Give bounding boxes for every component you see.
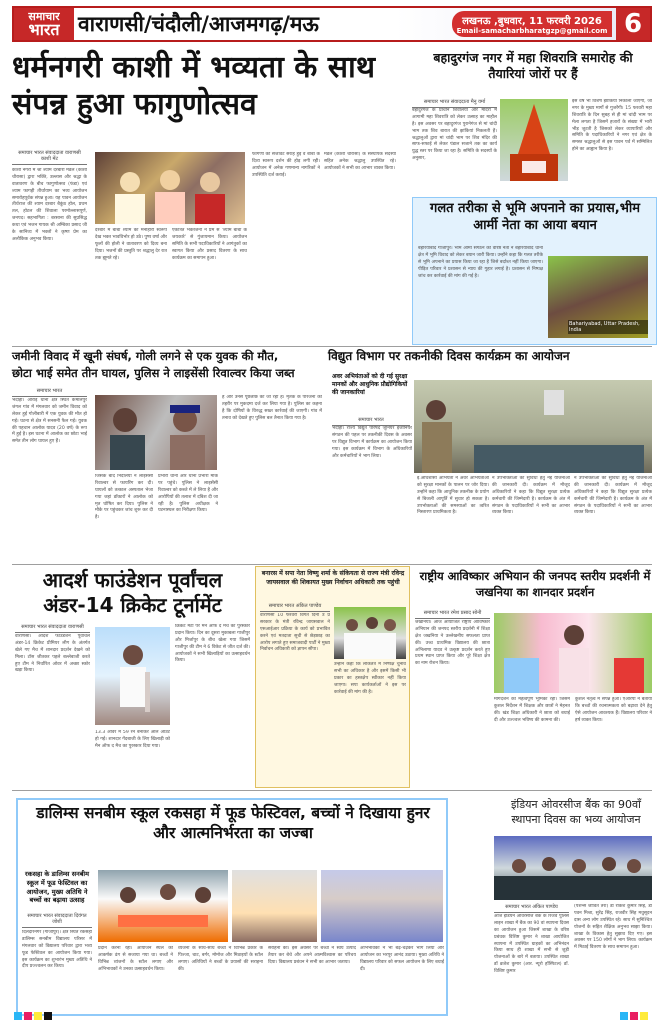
headline-bahadurganj: बहादुरगंज नगर में महा शिवरात्रि समारोह की तैयारियां जोरों पर हैं xyxy=(433,50,633,82)
cricket-body-col3: क्रिकेट मेंटो पर मैन ऑफ द मैच का पुरस्कार प्रदान किया। दिन का दूसरा मुकाबला गाजीपुर और मिर्जापुर के बीच खेला गया जिसमें गाजीपुर की टीम ने 6 विकेट से जीत दर्ज की। आयोजकों ने सभी खिलाड़ियों का उत्साहवर्धन किया। xyxy=(175,624,250,664)
kashi-body-col3: एकत्रित भक्तजनों ने प्रेम से 'श्याम बाबा के जयकारे' से गुंजायमान किया। आयोजन समिति के सभी पदाधिकारियों ने आगंतुकों का स्वागत किया और प्रसाद वितरण के साथ कार्यक्रम का समापन हुआ। xyxy=(172,228,247,261)
bahadurganj-body-col2: इस वर्ष भी विशेष झांकियां निकाली जाएंगी, जो नगर के मुख्य मार्गों से गुजरेंगी। 15 फरवरी महा शिवरात्रि के दिन सुबह से ही मां चांदी भाम पर मेला लगता है जिसमें हजारों के संख्या में भारी भीड़ जुटती है जिसको लेकर व्यापारियों और समिति के पदाधिकारियों ने नगर एवं क्षेत्र के समस्त श्रद्धालुओं से इस पावन पर्व में सम्मिलित होने का आह्वान किया है। xyxy=(572,99,652,153)
vidyut-body-col1: भदोही। राज्य विद्युत परिषद जूनियर इंजीनियर संगठन की पहल पर तकनीकी दिवस के अवसर पर विद्युत विभाग में कार्यक्रम का आयोजन किया गया। इस कार्यक्रम में विभाग के अधिकारियों और कर्मचारियों ने भाग लिया। xyxy=(332,426,412,459)
banaras-photo xyxy=(334,607,406,659)
kashi-body-col1: काशी नगरी में श्री श्याम दरबारी मंडल (काशी चौरासा) द्वारा भक्ति, उल्लास और श्रद्धा के वातावरण के बीच फागुणोत्सव (फंडा) एवं श्याम फागही तीर्थायाम का भव्य आयोजन समारोहपूर्वक संपन्न हुआ। यह पावन आयोजन तीर्थराज की श्याम दरबार बैकुंठ होल, प्रथम तल, होटल की शिवाला परमोल्लासपूर्ण, जनपद। सहभागिता : बरसाना की सुप्रसिद्ध कथा एवं भजन गायक श्री अम्बिका प्रसाद जी के सानिध्य में भक्तों ने कृष्ण प्रेम का अलौकिक अनुभव किया। xyxy=(12,168,87,242)
bank-event-image xyxy=(494,836,652,900)
headline-avishkar: राष्ट्रीय आविष्कार अभियान की जनपद स्तरीय प्रदर्शनी में जखनिया का शानदार प्रदर्शन xyxy=(419,569,651,599)
land-body-col3: प्रभारी थाना और थाना प्रभारी मौके पर पहुंचे। पुलिस ने लाइसेंसी रिवाल्वर को कब्जे में ले लिया है और आरोपियों की तलाश में दबिश दी जा रही है। पुलिस अधीक्षक ने घटनास्थल का निरीक्षण किया। xyxy=(158,474,218,514)
student-image xyxy=(494,613,652,693)
headline-land-dispute-2: छोटा भाई समेत तीन घायल, पुलिस ने लाइसेंसी रिवाल्वर किया जब्त xyxy=(12,366,295,380)
cricket-body-col2: 13.3 ओवर में 59 रन बनाकर आल आउट हो गई। शानदार गेंदबाजी के लिए खिलाड़ी को मैन ऑफ द मैच का पुरस्कार दिया गया। xyxy=(95,730,170,749)
logo-line1: समाचार xyxy=(28,9,60,23)
bhim-army-body: बहरियाबाद गाजीपुर। भीम आर्मी संगठन की वरिष्ठ नेता ने बहरियाबाद थाना क्षेत्र में भूमि विवाद को लेकर बयान जारी किया। उन्होंने कहा कि गलत तरीके से भूमि अपनाने का प्रयास किया जा रहा है जिसे बर्दाश्त नहीं किया जाएगा। पीड़ित परिवार ने प्रशासन से न्याय की गुहार लगाई है। प्रशासन से निष्पक्ष जांच कर कार्रवाई की मांग की गई है। xyxy=(418,246,543,279)
byline-cricket: समाचार भारत संवाददाता वाराणसी xyxy=(15,624,90,633)
color-registration-mark xyxy=(14,1012,52,1020)
festival-image xyxy=(95,152,245,224)
vidyut-subhead: अवर अभियंताओं को दी गई सुरक्षा मानकों और आधुनिक प्रौद्योगिकियों की जानकारियां xyxy=(332,373,408,396)
cricketer-image xyxy=(95,627,170,725)
newspaper-logo xyxy=(14,8,74,40)
police-photo xyxy=(95,395,217,470)
headline-bhim-army: गलत तरीका से भूमि अपनाने का प्रयास,भीम आर्मी नेता का आया बयान xyxy=(430,201,640,233)
temple-image xyxy=(500,99,568,181)
police-image xyxy=(95,395,217,470)
divider xyxy=(12,346,652,347)
bahadurganj-body-col1: बहादुरगंज के प्राचीन शिवालयों और मंदिरों में आगामी महा शिवरात्रि को लेकर उत्साह का माहौल है। इस अवसर पर बहादुरगंज पुरानेगंज से मां चांदी भाम तक शिव बारात की झांकियां निकलती हैं। श्रद्धालुओं द्वारा मां चांदी भाम पर शिव मंदिर की साफ-सफाई से लेकर पंडाल सजाने तक का कार्य युद्ध स्तर पर किया जा रहा है। समिति के सदस्यों के अनुसार, xyxy=(412,108,497,162)
temple-photo xyxy=(500,99,568,181)
edition-date: लखनऊ ,बुधवार, 11 फरवरी 2026 xyxy=(462,16,602,27)
kashi-body-col4: फागणी की सजावट सराह हुई व बाबा के दिव्य स्वरूप दर्शन की होड़ लगी रही। आयोजन में अनेक गणमान्य नागरिकों ने उपस्थिति दर्ज कराई। xyxy=(252,152,320,178)
land-body-col2: जिसके बाद निर्दलियों ने लाइसेंसी रिवाल्वर से फायरिंग कर दी। घायलों को तत्काल अस्पताल भेजा गया जहां डॉक्टरों ने आलोक को मृत घोषित कर दिया। पुलिस ने मौके पर पहुंचकर जांच शुरू कर दी है। xyxy=(95,474,153,521)
headline-iob: इंडियन ओवरसीज बैंक का 90वाँ स्थापना दिवस का भव्य आयोजन xyxy=(511,798,641,826)
contact-email: Email-samacharbharatgzp@gmail.com xyxy=(456,27,608,35)
divider xyxy=(12,564,652,565)
headline-cricket: आदर्श फाउंडेशन पूर्वांचल अंडर-14 क्रिकेट टूर्नामेंट xyxy=(42,568,223,617)
dalims-photo-3 xyxy=(321,870,443,942)
memorandum-image xyxy=(334,607,406,659)
byline-dalims: समाचार भारत संवाददाता दिवंगत जोशी xyxy=(22,913,92,928)
byline-iob: समाचार भारत अंकित पाण्डेय xyxy=(494,904,569,913)
vidyut-photo xyxy=(414,380,652,473)
color-registration-mark xyxy=(620,1012,648,1020)
dalims-body-col2: प्रदान करना रहा। आयोजन स्थल को आकर्षक ढंग से सजाया गया था। बच्चों ने विभिन्न व्यंजनों के स्टॉल लगाए और अभिभावकों ने उनका उत्साहवर्धन किया। xyxy=(98,946,173,972)
byline-banaras: समाचार भारत अंकित पाण्डेय xyxy=(260,603,330,612)
byline-bahadurganj: समाचार भारत संवाददाता मैनु वर्मा xyxy=(412,99,497,108)
banaras-body-col1: वाराणसी 10 फरवरी विगत दिनों उ प्र सरकार के मंत्री रविन्द्र जायसवाल ने एसआईआर प्रक्रिया के कार्य को प्रभावित करने एवं मतदाता सूची से छेड़छाड़ का आरोप लगाते हुए समाजवादी पार्टी ने मुख्य निर्वाचन अधिकारी को ज्ञापन सौंपा। xyxy=(260,613,330,653)
land-body-col4: है और उनसे पूछताछ की जा रही है। मृतक के परिजनों की तहरीर पर मुकदमा दर्ज कर लिया गया है। पुलिस का कहना है कि दोषियों के विरुद्ध सख्त कार्रवाई की जाएगी। गांव में तनाव को देखते हुए पुलिस बल तैनात किया गया है। xyxy=(222,395,322,421)
headline-dalims: डालिम्स सनबीम स्कूल रकसहा में फूड फेस्टिवल, बच्चों ने दिखाया हुनर और आत्मनिर्भरता का जज्बा xyxy=(36,804,430,843)
dalims-subhead: रकसहा के डालिम्स सनबीम स्कूल में फूड फेस्टिवल का आयोजन, मुख्य अतिथि ने बच्चों का बढ़ाया उत्साह xyxy=(24,870,89,905)
byline-kashi-place: काशी मेंट xyxy=(41,156,58,162)
avishkar-body-col1: जखनिया। आज आयोजित राष्ट्रीय आविष्कार अभियान की जनपद स्तरीय प्रदर्शनी में शिक्षा क्षेत्र जखनिया ने उल्लेखनीय सफलता प्राप्त की। उच्च प्राथमिक विद्यालय की छात्रा अभिलाषा यादव ने उत्कृष्ट प्रदर्शन करते हुए प्रथम स्थान प्राप्त किया और पूरे शिक्षा क्षेत्र का नाम रोशन किया। xyxy=(415,620,490,667)
byline-avishkar: समाचार भारत रमेश प्रसाद सोनी xyxy=(415,610,490,619)
avishkar-photo xyxy=(494,613,652,693)
dalims-photo-1 xyxy=(98,870,228,942)
page-number: 6 xyxy=(616,8,650,40)
headline-vidyut: विद्युत विभाग पर तकनीकी दिवस कार्यक्रम का आयोजन xyxy=(328,349,570,363)
photo-caption: Bahariyabad, Uttar Pradesh, India xyxy=(568,320,648,334)
vidyut-body-col3: ने उपभोक्ताओं की सुविधा हेतु नई योजनाओं की जानकारी दी। कार्यक्रम में मौजूद अधिकारियों ने कहा कि विद्युत सुरक्षा प्रत्येक कर्मचारी की जिम्मेदारी है। कार्यक्रम के अंत में संगठन के पदाधिकारियों ने सभी का आभार व्यक्त किया। xyxy=(492,476,570,516)
dalims-body-col1: दिलदारनगर (गाजीपुर)। क्षेत्र स्थित रकसहा डालिम्स सनबीम विद्यालय परिसर में मंगलवार को विद्यालय परिवार द्वारा भव्य फूड फेस्टिवल का आयोजन किया गया। इस कार्यक्रम का शुभारंभ मुख्य अतिथि ने दीप प्रज्ज्वलन कर किया। xyxy=(22,930,92,970)
avishkar-body-col2: मार्गदर्शन की महत्वपूर्ण भूमिका रही। जिसमें कुशल निर्देशन में शिक्षक और छात्रों ने मेहनत की। खंड शिक्षा अधिकारी ने छात्रा को बधाई दी और उज्ज्वल भविष्य की कामना की। xyxy=(494,697,570,723)
vidyut-body-col2: ई.अधिशासी अभियंता ने अवर अभियंताओं को सुरक्षा मानकों के पालन पर जोर दिया। उन्होंने कहा कि आधुनिक तकनीक के प्रयोग से बिजली आपूर्ति में सुधार हो सकता है। उपभोक्ताओं की समस्याओं का त्वरित निस्तारण प्राथमिकता है। xyxy=(417,476,489,516)
edition-cities: वाराणसी/चंदौली/आजमगढ़/मऊ xyxy=(78,12,319,36)
byline-land-dispute: समाचार भारत xyxy=(12,388,87,397)
cricket-body-col1: वाराणसी। आदर्श फाउंडेशन पूर्वांचल अंडर-14 क्रिकेट प्रीमियर लीग के अंतर्गत खेले गए मैच में शानदार प्रदर्शन देखने को मिला। टॉस जीतकर पहले बल्लेबाजी करते हुए टीम ने निर्धारित ओवर में अच्छा स्कोर खड़ा किया। xyxy=(15,634,90,674)
iob-body-col1: आज इंडियन ओवरसीज बैंक के रिजर्व पुलिस लाइन शाखा में बैंक का 90 वां स्थापना दिवस का आयोजन हुआ जिसमें शाखा के वरिष्ठ प्रबंधक विशिष्ट कुमार ने शाखा आयोजित स्थापना में उपस्थित ग्राहकों का अभिनंदन किया साथ ही शाखा में सभी से जुड़ी योजनाओं के बारे में बताया। उपस्थित शाखा डॉ ब्रजेश कुमार (आर. न्यूरो हॉस्पिटल) डॉ. विशिष्ट कुमार xyxy=(494,914,569,975)
iob-photo xyxy=(494,836,652,900)
bhim-army-photo xyxy=(548,256,648,338)
byline-kashi xyxy=(12,150,87,165)
logo-line2: भारत xyxy=(28,19,60,39)
divider xyxy=(12,790,652,791)
iob-body-col2: (पेशन्स जीवित तैरा) डॉ राकेश कुमार सिंह, डॉ पवन मिश्रा, सुरेंद्र सिंह, राजवीर सिंह मधुसूदन दास अन्य लोग उपस्थित रहे। साथ में सुनिश्चित योजनों के सहित शैक्षिक अनुभव साझा किया। शाखा के विकास हेतु सुझाव दिए गए। इस अवसर पर 150 लोगों ने भाग लिया। कार्यक्रम में मिठाई वितरण के साथ समापन हुआ। xyxy=(574,904,652,951)
kashi-photo xyxy=(95,152,245,224)
dalims-body-col4: सराहनी की। इस अवसर पर बच्चों ने स्वयं उत्पाद तैयार कर बेचे और अपने आत्मविश्वास का परिचय दिया। विद्यालय प्रबंधन ने सभी का आभार जताया। xyxy=(268,946,356,965)
masthead xyxy=(12,6,652,42)
date-box xyxy=(452,11,612,37)
dalims-body-col5: अभिभावकों ने भी बढ़-चढ़कर भाग लिया और आयोजन का भरपूर आनंद उठाया। मुख्य अतिथि ने विद्यालय परिवार को सफल आयोजन के लिए बधाई दी। xyxy=(360,946,444,972)
cricket-photo xyxy=(95,627,170,725)
meeting-image xyxy=(414,380,652,473)
food-festival-image xyxy=(98,870,228,942)
headline-banaras: बनारस में सपा नेता विष्णु शर्मा के संकियता से राज्य मंत्री रविन्द्र जायसवाल की शिकायत मुख्य निर्वाचन अधिकारी तक पहुंची xyxy=(261,570,405,586)
avishkar-body-col3: कुशल नेतृत्व में संपन्न हुआ। एआरपी ने बताया कि बच्चों की रचनात्मकता को बढ़ावा देने हेतु ऐसे आयोजन आवश्यक हैं। विद्यालय परिवार ने हर्ष व्यक्त किया। xyxy=(575,697,652,723)
kashi-body-col2: दरबार में बाबा श्याम का मनोहारी स्वरूप देख भक्त भावविभोर हो उठे। पुष्प वर्षा और फूलों की होली ने वातावरण को दिव्य बना दिया। भजनों की प्रस्तुति पर श्रद्धालु देर रात तक झूमते रहे। xyxy=(95,228,167,261)
land-body-col1: भदोही। औराई थाना क्षेत्र स्थित कमालपुर जंगल गांव में मंगलवार को जमीन विवाद को लेकर हुई गोलीबारी में एक युवक की मौत हो गई। घटना से क्षेत्र में सनसनी फैल गई। युवक की पहचान आलोक यादव (20 वर्ष) के रूप में हुई है। इस घटना में आलोक का छोटा भाई समेत तीन लोग घायल हुए हैं। xyxy=(12,398,87,445)
headline-kashi: धर्मनगरी काशी में भव्यता के साथ संपन्न हुआ फागुणोत्सव xyxy=(12,50,375,122)
byline-vidyut: समाचार भारत xyxy=(332,417,410,426)
dalims-photo-2 xyxy=(232,870,317,942)
banaras-body-col2: उन्होंने कहा कि लोकतंत्र में निष्पक्ष चुनाव सभी का अधिकार है और इसमें किसी भी प्रकार का हस्तक्षेप स्वीकार नहीं किया जाएगा। सपा कार्यकर्ताओं ने इस पर कार्रवाई की मांग की है। xyxy=(334,662,406,695)
byline-kashi-text: समाचार भारत संवाददाता वाराणसी xyxy=(18,150,81,156)
dalims-body-col3: व्यंजनों के साथ-साथ बच्चों ने विभिन्न प्रकार के पिज्जा, चाट, बर्गर, मोमोज और मिठाइयों के स्टॉल लगाए। अतिथियों ने बच्चों के प्रयासों की सराहना की। xyxy=(178,946,263,972)
headline-land-dispute-1: जमीनी विवाद में खूनी संघर्ष, गोली लगने से एक युवक की मौत, xyxy=(12,349,279,363)
vidyut-body-col4: ने उपभोक्ताओं की सुविधा हेतु नई योजनाओं की जानकारी दी। कार्यक्रम में मौजूद अधिकारियों ने कहा कि विद्युत सुरक्षा प्रत्येक कर्मचारी की जिम्मेदारी है। कार्यक्रम के अंत में संगठन के पदाधिकारियों ने सभी का आभार व्यक्त किया। xyxy=(574,476,652,516)
kashi-body-col5: मंडल (काशी चौरासा) के संस्थापक सदस्यों सहित अनेक श्रद्धालु उपस्थित रहे। आयोजकों ने सभी का आभार व्यक्त किया। xyxy=(324,152,396,171)
